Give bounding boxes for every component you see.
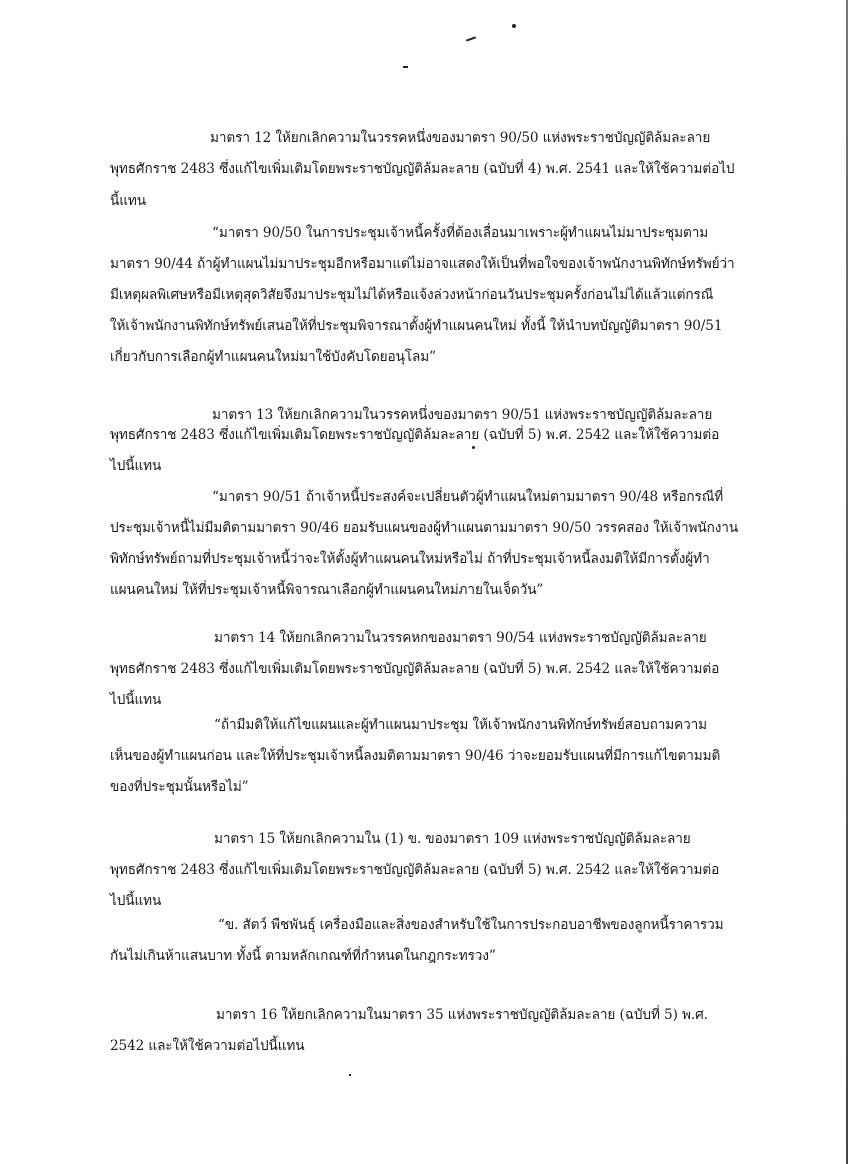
- section-14-line-1: มาตรา 14 ให้ยกเลิกความในวรรคหกของมาตรา 90/54 แห่งพระราชบัญญัติล้มละลาย: [214, 630, 707, 646]
- section-14-line-3: ไปนี้แทน: [110, 692, 162, 708]
- section-12-line-1: มาตรา 12 ให้ยกเลิกความในวรรคหนึ่งของมาตรา 90/50 แห่งพระราชบัญญัติล้มละลาย: [210, 130, 711, 146]
- scan-speck: [403, 66, 408, 68]
- section-13-line-2: พุทธศักราช 2483 ซึ่งแก้ไขเพิ่มเติมโดยพระราชบัญญัติล้มละลาย (ฉบับที่ 5) พ.ศ. 2542 และให้ใช้ความต่อ: [110, 427, 720, 443]
- section-15-quote-1: “ข. สัตว์ พืชพันธุ์ เครื่องมือและสิ่งของสำหรับใช้ในการประกอบอาชีพของลูกหนี้ราคารวม: [218, 917, 724, 933]
- section-13-quote-2: ประชุมเจ้าหนี้ไม่มีมติตามมาตรา 90/46 ยอมรับแผนของผู้ทำแผนตามมาตรา 90/50 วรรคสอง ให้เจ้าพนักงาน: [110, 520, 739, 536]
- section-13-line-3: ไปนี้แทน: [110, 458, 162, 474]
- section-15-line-3: ไปนี้แทน: [110, 893, 162, 909]
- section-16-line-2: 2542 และให้ใช้ความต่อไปนี้แทน: [110, 1038, 305, 1054]
- section-12-quote-2: มาตรา 90/44 ถ้าผู้ทำแผนไม่มาประชุมอีกหรือมาแต่ไม่อาจแสดงให้เป็นที่พอใจของเจ้าพนักงานพิทักษ์ทรัพย์ว่า: [110, 256, 735, 272]
- section-12-line-3: นี้แทน: [110, 193, 146, 209]
- section-12-quote-3: มีเหตุผลพิเศษหรือมีเหตุสุดวิสัยจึงมาประชุมไม่ได้หรือแจ้งล่วงหน้าก่อนวันประชุมครั้งก่อนไม่ได้แล้วแต่กรณี: [110, 287, 714, 303]
- section-12-line-2: พุทธศักราช 2483 ซึ่งแก้ไขเพิ่มเติมโดยพระราชบัญญัติล้มละลาย (ฉบับที่ 4) พ.ศ. 2541 และให้ใช้ความต่อไป: [110, 161, 735, 177]
- scan-speck: [466, 36, 476, 41]
- section-14-line-2: พุทธศักราช 2483 ซึ่งแก้ไขเพิ่มเติมโดยพระราชบัญญัติล้มละลาย (ฉบับที่ 5) พ.ศ. 2542 และให้ใช้ความต่อ: [110, 661, 720, 677]
- section-15-line-2: พุทธศักราช 2483 ซึ่งแก้ไขเพิ่มเติมโดยพระราชบัญญัติล้มละลาย (ฉบับที่ 5) พ.ศ. 2542 และให้ใช้ความต่อ: [110, 862, 720, 878]
- section-12-quote-4: ให้เจ้าพนักงานพิทักษ์ทรัพย์เสนอให้ที่ประชุมพิจารณาตั้งผู้ทำแผนคนใหม่ ทั้งนี้ ให้นำบทบัญญัติมาตรา 90/51: [110, 318, 723, 334]
- scan-speck: [472, 446, 475, 449]
- section-14-quote-3: ของที่ประชุมนั้นหรือไม่”: [110, 779, 249, 795]
- section-13-line-1: มาตรา 13 ให้ยกเลิกความในวรรคหนึ่งของมาตรา 90/51 แห่งพระราชบัญญัติล้มละลาย: [212, 407, 713, 423]
- section-13-quote-4: แผนคนใหม่ ให้ที่ประชุมเจ้าหนี้พิจารณาเลือกผู้ทำแผนคนใหม่ภายในเจ็ดวัน”: [110, 582, 544, 598]
- section-13-quote-3: พิทักษ์ทรัพย์ถามที่ประชุมเจ้าหนี้ว่าจะให้ตั้งผู้ทำแผนคนใหม่หรือไม่ ถ้าที่ประชุมเจ้าหนี้ลงมติให้มีการตั้งผู้ทำ: [110, 551, 710, 567]
- scan-speck: [349, 1074, 351, 1076]
- scan-speck: [512, 24, 516, 28]
- section-12-quote-5: เกี่ยวกับการเลือกผู้ทำแผนคนใหม่มาใช้บังคับโดยอนุโลม”: [110, 349, 436, 365]
- section-15-quote-2: กันไม่เกินห้าแสนบาท ทั้งนี้ ตามหลักเกณฑ์ที่กำหนดในกฎกระทรวง”: [110, 948, 496, 964]
- section-16-line-1: มาตรา 16 ให้ยกเลิกความในมาตรา 35 แห่งพระราชบัญญัติล้มละลาย (ฉบับที่ 5) พ.ศ.: [216, 1007, 708, 1023]
- section-14-quote-1: “ถ้ามีมติให้แก้ไขแผนและผู้ทำแผนมาประชุม ให้เจ้าพนักงานพิทักษ์ทรัพย์สอบถามความ: [214, 717, 708, 733]
- section-14-quote-2: เห็นของผู้ทำแผนก่อน และให้ที่ประชุมเจ้าหนี้ลงมติตามมาตรา 90/46 ว่าจะยอมรับแผนที่มีการแก้ไขตามมติ: [110, 748, 721, 764]
- section-15-line-1: มาตรา 15 ให้ยกเลิกความใน (1) ข. ของมาตรา 109 แห่งพระราชบัญญัติล้มละลาย: [214, 831, 691, 847]
- section-13-quote-1: “มาตรา 90/51 ถ้าเจ้าหนี้ประสงค์จะเปลี่ยนตัวผู้ทำแผนใหม่ตามมาตรา 90/48 หรือกรณีที่: [212, 489, 724, 505]
- section-12-quote-1: “มาตรา 90/50 ในการประชุมเจ้าหนี้ครั้งที่ต้องเลื่อนมาเพราะผู้ทำแผนไม่มาประชุมตาม: [212, 225, 709, 241]
